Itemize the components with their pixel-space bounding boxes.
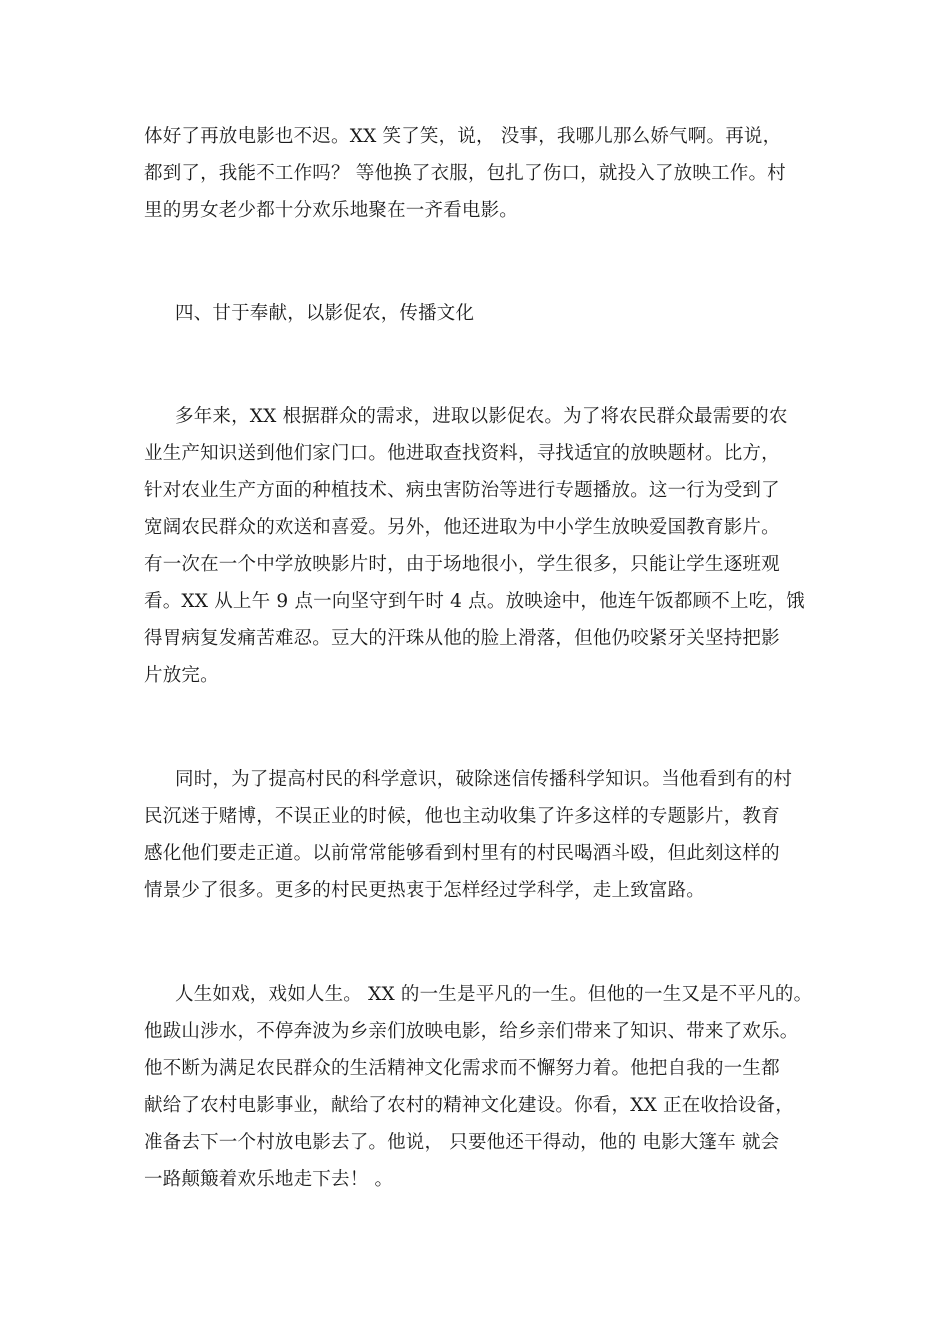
paragraph-line: 他跋山涉水，不停奔波为乡亲们放映电影，给乡亲们带来了知识、带来了欢乐。	[144, 1021, 799, 1042]
paragraph-line: 宽阔农民群众的欢送和喜爱。另外，他还进取为中小学生放映爱国教育影片。	[144, 517, 780, 538]
paragraph-line: 得胃病复发痛苦难忍。豆大的汗珠从他的脸上滑落，但他仍咬紧牙关坚持把影	[144, 628, 780, 649]
paragraph-line: 看。XX 从上午 9 点一向坚守到午时 4 点。放映途中，他连午饭都顾不上吃，饿	[144, 591, 805, 612]
paragraph-line: 他不断为满足农民群众的生活精神文化需求而不懈努力着。他把自我的一生都	[144, 1058, 780, 1079]
paragraph-line: 准备去下一个村放电影去了。他说， 只要他还干得动，他的 电影大篷车 就会	[144, 1132, 780, 1153]
paragraph-line: 片放完。	[144, 665, 219, 686]
paragraph-line: 针对农业生产方面的种植技术、病虫害防治等进行专题播放。这一行为受到了	[144, 480, 780, 501]
paragraph-line: 业生产知识送到他们家门口。他进取查找资料，寻找适宜的放映题材。比方，	[144, 443, 780, 464]
paragraph-line: 里的男女老少都十分欢乐地聚在一齐看电影。	[144, 200, 519, 221]
paragraph-line: 多年来，XX 根据群众的需求，进取以影促农。为了将农民群众最需要的农	[175, 406, 788, 427]
paragraph-line: 一路颠簸着欢乐地走下去！ 。	[144, 1169, 394, 1190]
section-heading: 四、甘于奉献，以影促农，传播文化	[175, 303, 475, 324]
paragraph-line: 人生如戏，戏如人生。 XX 的一生是平凡的一生。但他的一生又是不平凡的。	[175, 984, 813, 1005]
paragraph-line: 有一次在一个中学放映影片时，由于场地很小，学生很多，只能让学生逐班观	[144, 554, 780, 575]
paragraph-line: 同时，为了提高村民的科学意识，破除迷信传播科学知识。当他看到有的村	[175, 769, 793, 790]
paragraph-line: 感化他们要走正道。以前常常能够看到村里有的村民喝酒斗殴，但此刻这样的	[144, 843, 780, 864]
paragraph-line: 都到了，我能不工作吗？ 等他换了衣服，包扎了伤口，就投入了放映工作。村	[144, 163, 786, 184]
paragraph-line: 献给了农村电影事业，献给了农村的精神文化建设。你看，XX 正在收拾设备，	[144, 1095, 794, 1116]
paragraph-line: 情景少了很多。更多的村民更热衷于怎样经过学科学，走上致富路。	[144, 880, 706, 901]
paragraph-line: 民沉迷于赌博，不误正业的时候，他也主动收集了许多这样的专题影片，教育	[144, 806, 780, 827]
paragraph-line: 体好了再放电影也不迟。XX 笑了笑，说， 没事，我哪儿那么娇气啊。再说，	[144, 126, 782, 147]
